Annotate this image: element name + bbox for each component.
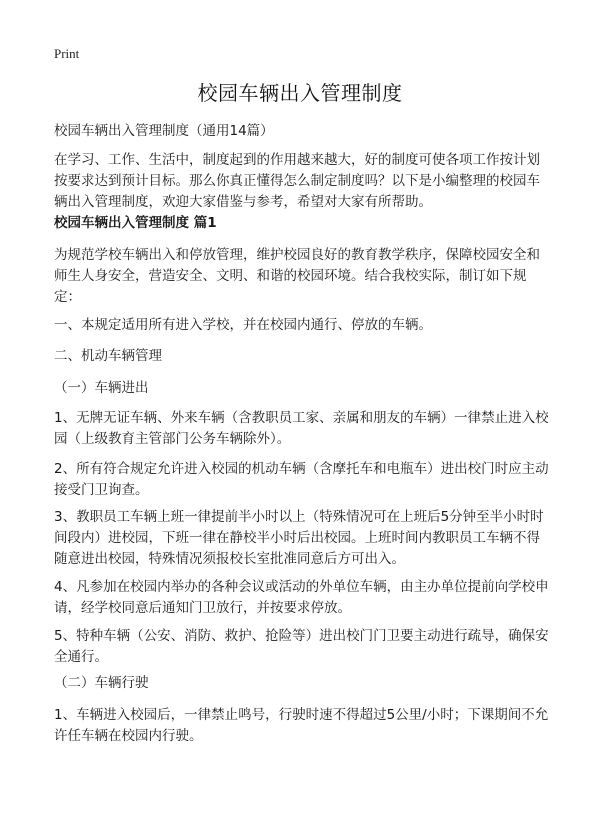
paragraph-scope: 一、本规定适用所有进入学校，并在校园内通行、停放的车辆。 [54,317,432,333]
paragraph-driving-rule-1: 1、车辆进入校园后，一律禁止鸣号，行驶时速不得超过5公里/小时；下课期间不允许任车辆在校园内行驶。 [54,707,549,744]
paragraph-rule-3: 3、教职员工车辆上班一律提前半小时以上（特殊情况可在上班后5分钟至半小时时间段内）进校园，下班一律在静校半小时后出校园。上班时间内教职员工车辆不得随意进出校园，特殊情况须报校长室批准同意后方可出入。 [54,509,544,567]
paragraph-vehicle-entry-heading: （一）车辆进出 [54,380,149,396]
paragraph-rule-5: 5、特种车辆（公安、消防、救护、抢险等）进出校门门卫要主动进行疏导，确保安全通行。 [54,628,549,665]
document-title: 校园车辆出入管理制度 [197,81,403,105]
print-label: Print [54,46,80,61]
paragraph-motor-vehicles: 二、机动车辆管理 [54,348,162,364]
paragraph-preamble: 为规范学校车辆出入和停放管理，维护校园良好的教育教学秩序，保障校园安全和师生人身安全，营造安全、文明、和谐的校园环境。结合我校实际，制订如下规定： [54,247,540,305]
paragraph-vehicle-driving-heading: （二）车辆行驶 [54,675,149,691]
paragraph-rule-1: 1、无牌无证车辆、外来车辆（含教职员工家、亲属和朋友的车辆）一律禁止进入校园（上级教育主管部门公务车辆除外）。 [54,410,549,447]
paragraph-rule-2: 2、所有符合规定允许进入校园的机动车辆（含摩托车和电瓶车）进出校门时应主动接受门卫询查。 [54,461,549,498]
paragraph-rule-4: 4、凡参加在校园内举办的各种会议或活动的外单位车辆，由主办单位提前向学校申请，经学校同意后通知门卫放行，并按要求停放。 [54,579,549,616]
document-subtitle: 校园车辆出入管理制度（通用14篇） [54,123,274,139]
intro-paragraph: 在学习、工作、生活中，制度起到的作用越来越大，好的制度可使各项工作按计划按要求达到预计目标。那么你真正懂得怎么制定制度吗？以下是小编整理的校园车辆出入管理制度，欢迎大家借鉴与参考，希望对大家有所帮助。 [54,152,540,210]
section-heading: 校园车辆出入管理制度 篇1 [54,215,217,231]
